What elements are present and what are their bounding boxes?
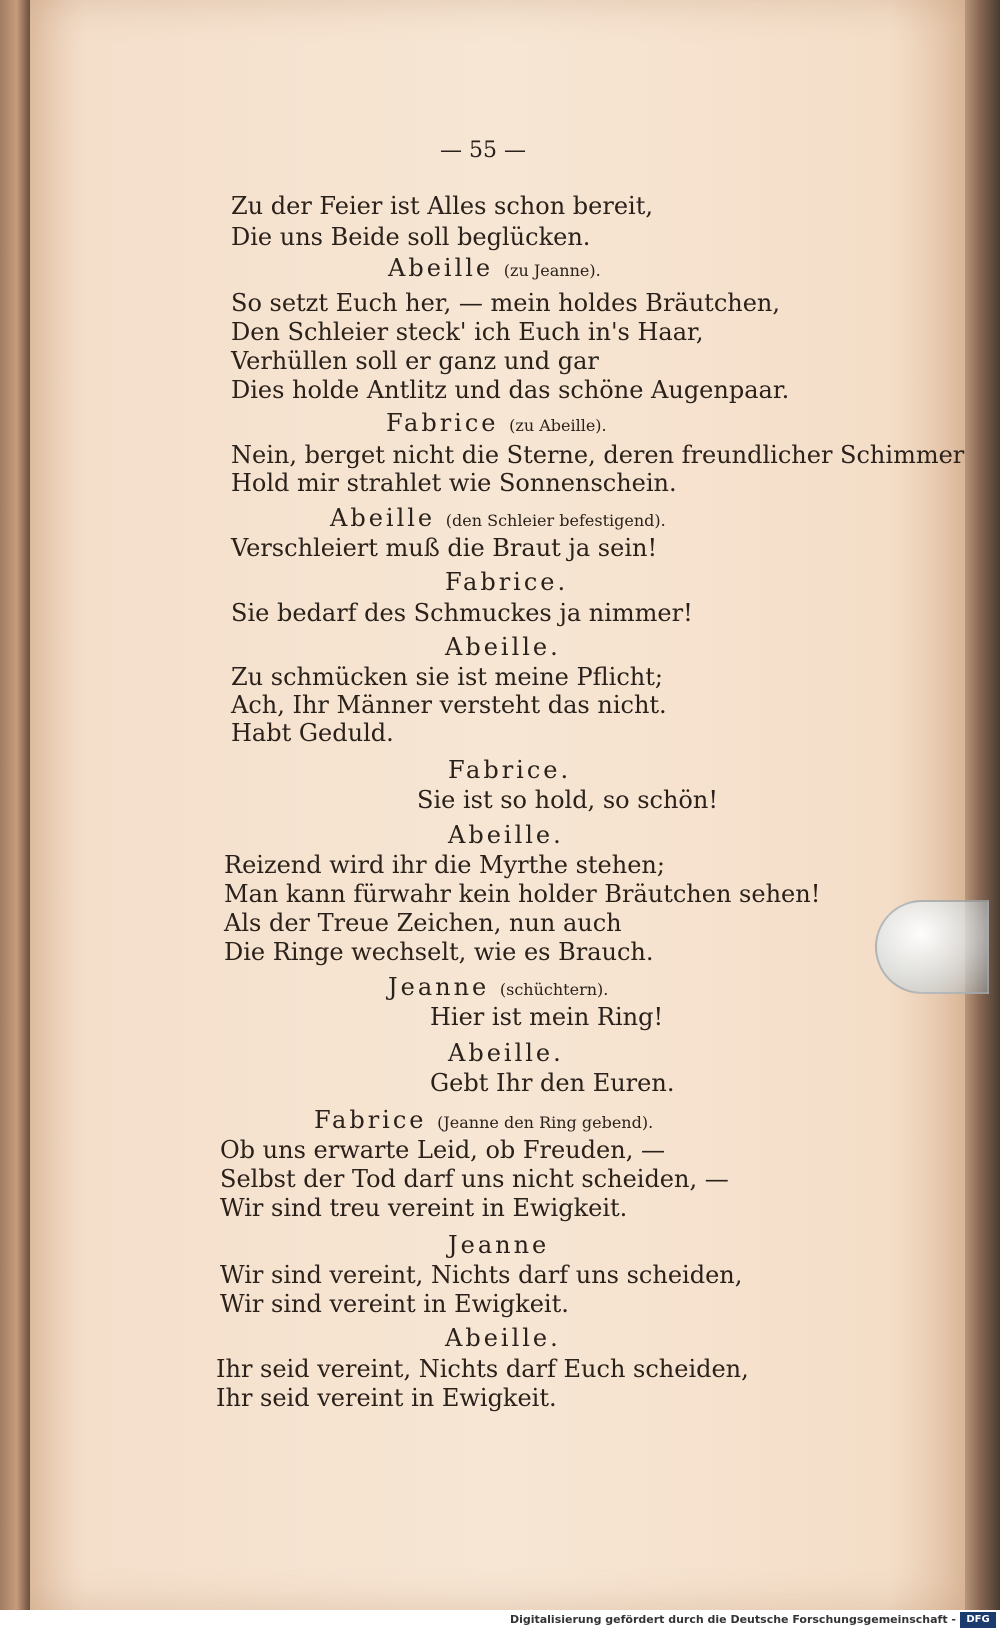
verse-line: Ach, Ihr Männer versteht das nicht. — [231, 691, 667, 719]
stage-direction: (zu Abeille). — [509, 416, 607, 435]
speaker-name: Abeille. — [445, 1324, 561, 1352]
speaker-name: Fabrice. — [448, 756, 572, 784]
verse-line: Die uns Beide soll beglücken. — [231, 223, 591, 251]
verse-line: Den Schleier steck' ich Euch in's Haar, — [231, 318, 704, 346]
verse-line: Ihr seid vereint, Nichts darf Euch scheiden, — [216, 1355, 749, 1383]
speaker-heading — [448, 755, 571, 785]
speaker-name: Abeille. — [445, 633, 561, 661]
verse-line: Habt Geduld. — [231, 719, 394, 747]
verse-line: Als der Treue Zeichen, nun auch — [224, 909, 622, 937]
verse-line: Sie bedarf des Schmuckes ja nimmer! — [231, 599, 693, 627]
verse-line: So setzt Euch her, — mein holdes Bräutchen, — [231, 289, 781, 317]
verse-line: Nein, berget nicht die Sterne, deren freundlicher Schimmer — [231, 441, 965, 469]
verse-line: Wir sind treu vereint in Ewigkeit. — [220, 1194, 628, 1222]
dfg-logo: DFG — [960, 1612, 996, 1628]
speaker-heading — [445, 1323, 561, 1353]
stage-direction: (den Schleier befestigend). — [445, 511, 666, 530]
stage-direction: (Jeanne den Ring gebend). — [437, 1113, 654, 1132]
page-number: — 55 — — [440, 138, 526, 163]
speaker-heading — [388, 253, 601, 286]
verse-line: Ihr seid vereint in Ewigkeit. — [216, 1384, 557, 1412]
verse-line: Reizend wird ihr die Myrthe stehen; — [224, 851, 665, 879]
speaker-name: Fabrice — [386, 409, 499, 437]
speaker-heading — [448, 820, 564, 850]
footer-bar — [0, 1610, 1000, 1631]
footer-credit: Digitalisierung gefördert durch die Deutsche Forschungsgemeinschaft - — [509, 1613, 956, 1626]
verse-line: Wir sind vereint in Ewigkeit. — [220, 1290, 569, 1318]
verse-line: Zu schmücken sie ist meine Pflicht; — [231, 663, 663, 691]
verse-line: Dies holde Antlitz und das schöne Augenpaar. — [231, 376, 790, 404]
verse-line: Hier ist mein Ring! — [430, 1003, 664, 1031]
verse-line: Gebt Ihr den Euren. — [430, 1069, 675, 1097]
speaker-heading — [448, 1038, 564, 1068]
speaker-name: Jeanne — [388, 973, 490, 1001]
speaker-heading — [448, 1230, 549, 1260]
stage-direction: (zu Jeanne). — [503, 261, 601, 280]
speaker-name: Fabrice. — [445, 568, 569, 596]
speaker-name: Abeille. — [448, 1039, 564, 1067]
verse-line: Sie ist so hold, so schön! — [417, 786, 718, 814]
verse-line: Die Ringe wechselt, wie es Brauch. — [224, 938, 654, 966]
speaker-heading — [445, 567, 568, 597]
speaker-name: Jeanne — [448, 1231, 550, 1259]
speaker-name: Abeille. — [448, 821, 564, 849]
speaker-heading — [330, 503, 666, 536]
verse-line: Ob uns erwarte Leid, ob Freuden, — — [220, 1136, 665, 1164]
verse-line: Selbst der Tod darf uns nicht scheiden, — — [220, 1165, 729, 1193]
verse-line: Man kann fürwahr kein holder Bräutchen sehen! — [224, 880, 821, 908]
verse-line: Zu der Feier ist Alles schon bereit, — [231, 192, 653, 220]
speaker-heading — [388, 972, 608, 1005]
verse-line: Verhüllen soll er ganz und gar — [231, 347, 599, 375]
speaker-heading — [386, 408, 607, 441]
page-clip — [875, 900, 989, 994]
verse-line: Verschleiert muß die Braut ja sein! — [231, 534, 658, 562]
speaker-name: Abeille — [330, 504, 436, 532]
verse-line: Wir sind vereint, Nichts darf uns scheiden, — [220, 1261, 743, 1289]
speaker-heading — [445, 632, 561, 662]
speaker-name: Abeille — [388, 254, 494, 282]
stage-direction: (schüchtern). — [499, 980, 609, 999]
speaker-heading — [314, 1105, 653, 1138]
speaker-name: Fabrice — [314, 1106, 427, 1134]
verse-line: Hold mir strahlet wie Sonnenschein. — [231, 469, 677, 497]
